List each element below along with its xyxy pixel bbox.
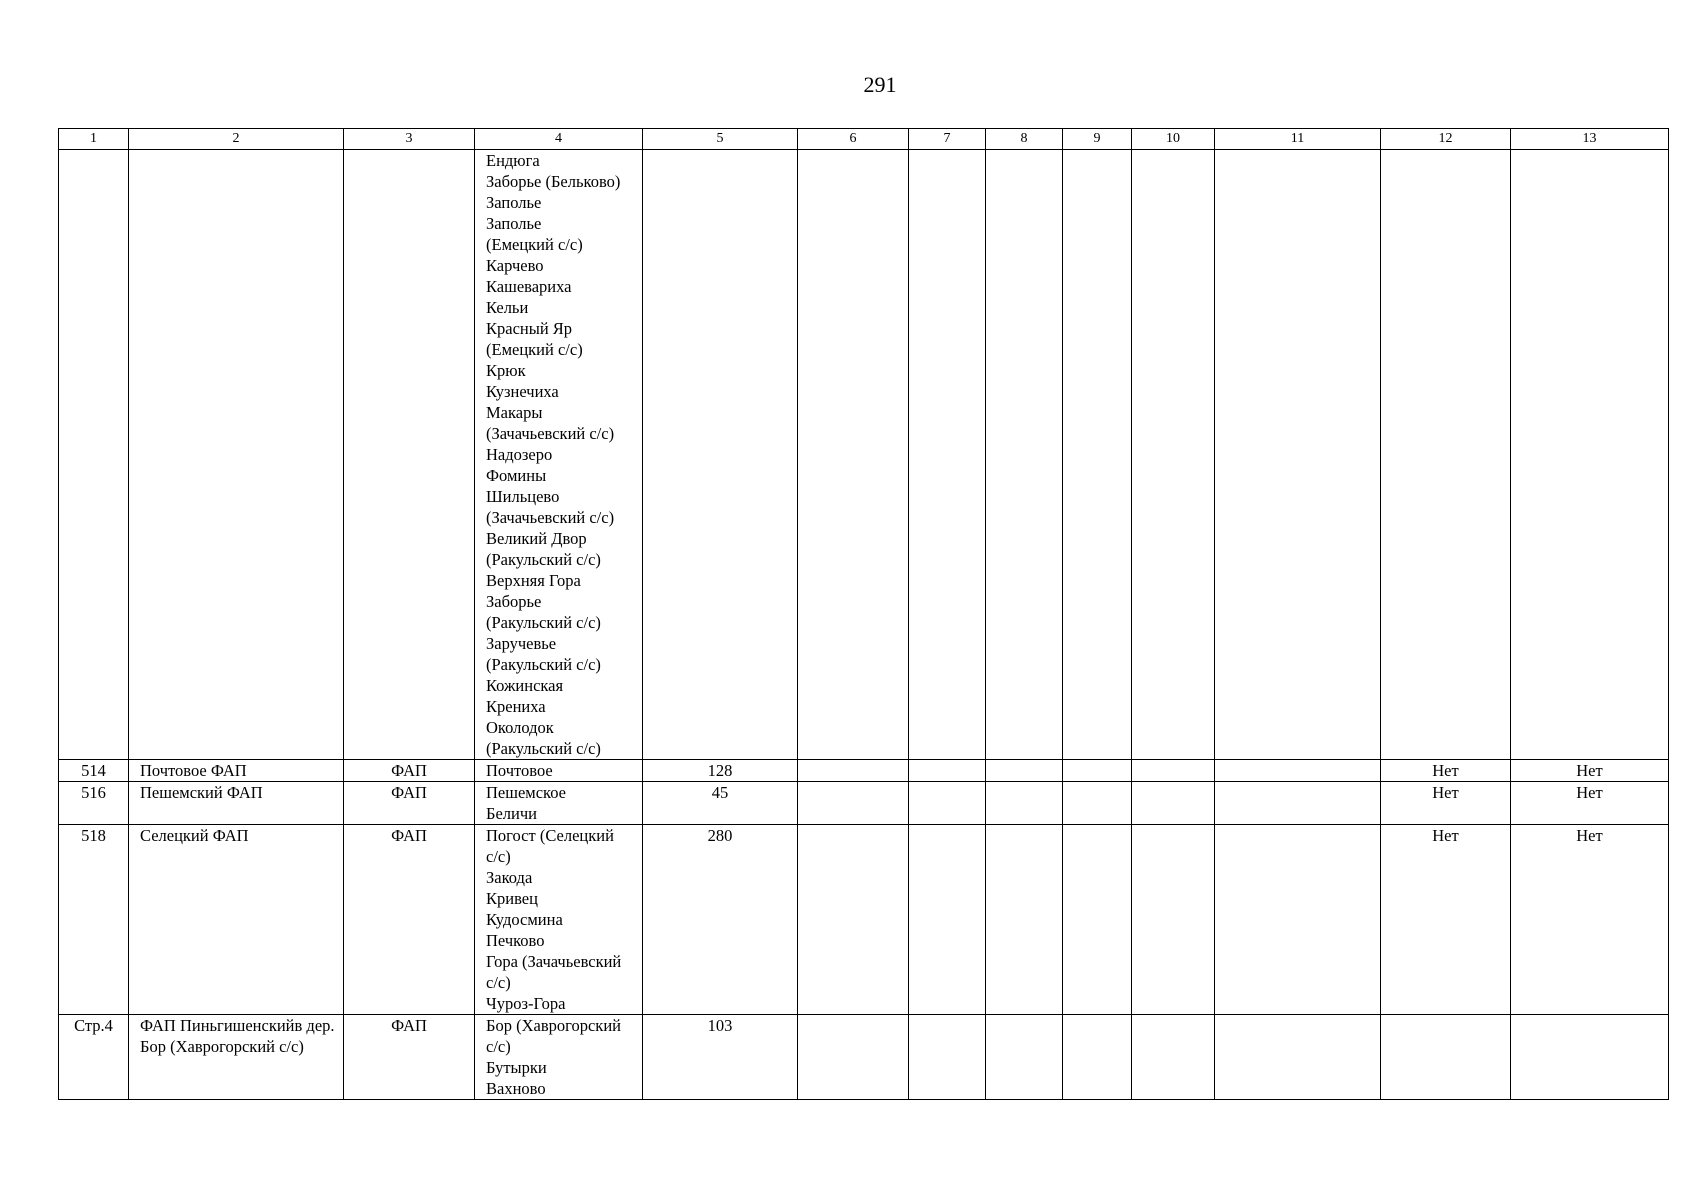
settlement-line: с/с) xyxy=(486,973,511,992)
settlement-line: Кашевариха xyxy=(486,277,572,296)
settlement-line: Кельи xyxy=(486,298,529,317)
settlement-line: Кривец xyxy=(486,889,538,908)
settlement-line: (Емецкий с/с) xyxy=(486,340,583,359)
column-13-cell xyxy=(1511,1015,1669,1100)
settlement-line: (Ракульский с/с) xyxy=(486,655,601,674)
settlement-line: Пешемское xyxy=(486,783,566,802)
facility-name: Почтовое ФАП xyxy=(140,761,247,780)
settlement-line: (Емецкий с/с) xyxy=(486,235,583,254)
column-header: 10 xyxy=(1132,129,1215,150)
empty-cell xyxy=(1132,760,1215,782)
column-13-cell: Нет xyxy=(1511,825,1669,1015)
empty-cell xyxy=(1132,150,1215,760)
header-row xyxy=(59,129,1669,150)
table-row xyxy=(59,760,1669,782)
settlement-line: Верхняя Гора xyxy=(486,571,581,590)
empty-cell xyxy=(798,150,909,760)
settlement-line: Чуроз-Гора xyxy=(486,994,566,1013)
settlements-cell xyxy=(475,825,643,1015)
column-header: 9 xyxy=(1063,129,1132,150)
settlement-line: Околодок xyxy=(486,718,554,737)
settlement-line: (Зачачьевский с/с) xyxy=(486,508,615,527)
empty-cell xyxy=(909,1015,986,1100)
facility-type-cell: ФАП xyxy=(344,825,475,1015)
settlement-line: Бутырки xyxy=(486,1058,547,1077)
table-row xyxy=(59,1015,1669,1100)
empty-cell xyxy=(798,760,909,782)
settlement-line: Фомины xyxy=(486,466,547,485)
settlement-line: Заполье xyxy=(486,193,542,212)
column-header: 5 xyxy=(643,129,798,150)
facility-name-cell xyxy=(129,825,344,1015)
settlement-line: Вахново xyxy=(486,1079,546,1098)
row-number-cell xyxy=(59,150,129,760)
settlement-line: Крениха xyxy=(486,697,546,716)
table-row xyxy=(59,150,1669,760)
empty-cell xyxy=(1063,150,1132,760)
settlement-line: Кожинская xyxy=(486,676,564,695)
settlement-line: с/с) xyxy=(486,847,511,866)
row-number-cell: 518 xyxy=(59,825,129,1015)
empty-cell xyxy=(1132,782,1215,825)
settlement-line: Заборье xyxy=(486,592,542,611)
empty-cell xyxy=(1215,150,1381,760)
page-number: 291 xyxy=(863,72,897,97)
settlement-line: Почтовое xyxy=(486,761,553,780)
facility-type-cell: ФАП xyxy=(344,760,475,782)
settlement-line: Красный Яр xyxy=(486,319,573,338)
settlement-line: Заручевье xyxy=(486,634,557,653)
empty-cell xyxy=(1132,825,1215,1015)
population-cell xyxy=(643,150,798,760)
table-body xyxy=(59,150,1669,1100)
column-13-cell xyxy=(1511,150,1669,760)
facility-type-cell: ФАП xyxy=(344,1015,475,1100)
settlement-line: Великий Двор xyxy=(486,529,587,548)
settlement-line: Заборье (Бельково) xyxy=(486,172,621,191)
population-cell: 280 xyxy=(643,825,798,1015)
empty-cell xyxy=(1132,1015,1215,1100)
column-header: 6 xyxy=(798,129,909,150)
facility-type-cell xyxy=(344,150,475,760)
empty-cell xyxy=(798,782,909,825)
settlement-line: Заполье xyxy=(486,214,542,233)
settlement-line: Гора (Зачачьевский xyxy=(486,952,622,971)
empty-cell xyxy=(1063,760,1132,782)
settlement-line: Шильцево xyxy=(486,487,560,506)
row-number-cell: Стр.4 xyxy=(59,1015,129,1100)
population-cell: 45 xyxy=(643,782,798,825)
empty-cell xyxy=(1215,760,1381,782)
facility-name: Селецкий ФАП xyxy=(140,826,249,845)
column-header: 4 xyxy=(475,129,643,150)
empty-cell xyxy=(986,825,1063,1015)
empty-cell xyxy=(909,760,986,782)
facility-name-cell xyxy=(129,782,344,825)
column-12-cell xyxy=(1381,150,1511,760)
settlement-line: (Зачачьевский с/с) xyxy=(486,424,615,443)
table-row xyxy=(59,782,1669,825)
empty-cell xyxy=(909,782,986,825)
settlement-line: Закода xyxy=(486,868,533,887)
settlement-line: Кудосмина xyxy=(486,910,563,929)
settlement-line: Погост (Селецкий xyxy=(486,826,614,845)
settlement-line: Печково xyxy=(486,931,545,950)
row-number-cell: 514 xyxy=(59,760,129,782)
settlement-line: Крюк xyxy=(486,361,526,380)
column-header: 3 xyxy=(344,129,475,150)
column-header: 7 xyxy=(909,129,986,150)
column-header: 2 xyxy=(129,129,344,150)
column-12-cell: Нет xyxy=(1381,760,1511,782)
facility-name-cell xyxy=(129,1015,344,1100)
settlement-line: (Ракульский с/с) xyxy=(486,550,601,569)
population-cell: 128 xyxy=(643,760,798,782)
empty-cell xyxy=(986,1015,1063,1100)
empty-cell xyxy=(909,825,986,1015)
column-header: 12 xyxy=(1381,129,1511,150)
settlements-cell xyxy=(475,760,643,782)
empty-cell xyxy=(1063,825,1132,1015)
column-12-cell: Нет xyxy=(1381,825,1511,1015)
empty-cell xyxy=(986,782,1063,825)
column-13-cell: Нет xyxy=(1511,760,1669,782)
facility-name-cell xyxy=(129,760,344,782)
facility-type-cell: ФАП xyxy=(344,782,475,825)
column-12-cell: Нет xyxy=(1381,782,1511,825)
settlement-line: (Ракульский с/с) xyxy=(486,613,601,632)
settlements-cell xyxy=(475,1015,643,1100)
empty-cell xyxy=(1215,1015,1381,1100)
settlement-line: Надозеро xyxy=(486,445,553,464)
population-cell: 103 xyxy=(643,1015,798,1100)
settlement-line: Бор (Хаврогорский xyxy=(486,1016,621,1035)
facility-name: Пешемский ФАП xyxy=(140,783,263,802)
settlement-line: с/с) xyxy=(486,1037,511,1056)
settlement-line: Беличи xyxy=(486,804,537,823)
table-row xyxy=(59,825,1669,1015)
column-header: 8 xyxy=(986,129,1063,150)
column-header: 11 xyxy=(1215,129,1381,150)
settlements-table xyxy=(58,128,1669,1100)
settlement-line: (Ракульский с/с) xyxy=(486,739,601,758)
table-header xyxy=(59,129,1669,150)
empty-cell xyxy=(1215,782,1381,825)
column-13-cell: Нет xyxy=(1511,782,1669,825)
facility-name: ФАП Пиньгишенскийв дер. Бор (Хаврогорский с/с) xyxy=(140,1016,335,1056)
settlements-cell xyxy=(475,150,643,760)
settlement-line: Макары xyxy=(486,403,543,422)
settlements-cell xyxy=(475,782,643,825)
settlement-line: Карчево xyxy=(486,256,544,275)
facility-name-cell xyxy=(129,150,344,760)
column-header: 1 xyxy=(59,129,129,150)
empty-cell xyxy=(1215,825,1381,1015)
empty-cell xyxy=(909,150,986,760)
empty-cell xyxy=(986,760,1063,782)
empty-cell xyxy=(1063,782,1132,825)
settlement-line: Кузнечиха xyxy=(486,382,559,401)
settlement-line: Ендюга xyxy=(486,151,540,170)
empty-cell xyxy=(1063,1015,1132,1100)
empty-cell xyxy=(798,1015,909,1100)
empty-cell xyxy=(798,825,909,1015)
empty-cell xyxy=(986,150,1063,760)
column-header: 13 xyxy=(1511,129,1669,150)
row-number-cell: 516 xyxy=(59,782,129,825)
column-12-cell xyxy=(1381,1015,1511,1100)
